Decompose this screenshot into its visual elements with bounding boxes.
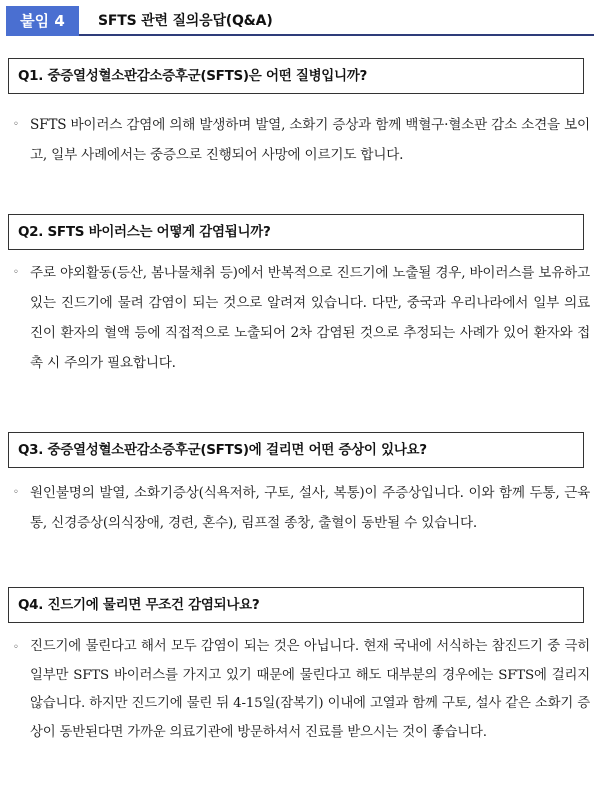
answer-3: 원인불명의 발열, 소화기증상(식욕저하, 구토, 설사, 복통)이 주증상입니다. 이와 함께 두통, 근육통, 신경증상(의식장애, 경련, 혼수), 림프절 종창, 출혈이 동반될 수 있습니다. — [30, 485, 590, 531]
bullet-1: ◦ — [13, 119, 19, 130]
page-header — [6, 6, 594, 36]
question-2: Q2. SFTS 바이러스는 어떻게 감염됩니까? — [18, 224, 271, 240]
bullet-3: ◦ — [13, 487, 19, 498]
answer-1: SFTS 바이러스 감염에 의해 발생하며 발열, 소화기 증상과 함께 백혈구·혈소판 감소 소견을 보이고, 일부 사례에서는 중증으로 진행되어 사망에 이르기도 합니다. — [30, 117, 590, 163]
question-box-4 — [8, 587, 584, 623]
answer-4: 진드기에 물린다고 해서 모두 감염이 되는 것은 아닙니다. 현재 국내에 서식하는 참진드기 중 극히 일부만 SFTS 바이러스를 가지고 있기 때문에 물린다고 해도 대부분의 경우에는 SFTS에 걸리지 않습니다. 하지만 진드기에 물린 뒤 4-15일(잠복기) 이내에 고열과 함께 구토, 설사 같은 소화기 증상이 동반된다면 가까운 의료기관에 방문하셔서 진료를 받으시는 것이 좋습니다. — [30, 639, 590, 740]
header-underline — [79, 34, 594, 36]
bullet-2: ◦ — [13, 267, 19, 278]
question-box-1 — [8, 58, 584, 94]
question-4: Q4. 진드기에 물리면 무조건 감염되나요? — [18, 597, 260, 613]
page-title: SFTS 관련 질의응답(Q&A) — [98, 13, 273, 29]
question-box-2 — [8, 214, 584, 250]
question-box-3 — [8, 432, 584, 468]
question-3: Q3. 중증열성혈소판감소증후군(SFTS)에 걸리면 어떤 증상이 있나요? — [18, 442, 427, 458]
question-1: Q1. 중증열성혈소판감소증후군(SFTS)은 어떤 질병입니까? — [18, 68, 368, 84]
bullet-4: ◦ — [13, 642, 19, 653]
answer-2: 주로 야외활동(등산, 봄나물채취 등)에서 반복적으로 진드기에 노출될 경우, 바이러스를 보유하고 있는 진드기에 물려 감염이 되는 것으로 알려져 있습니다. 다만, 중국과 우리나라에서 일부 의료진이 환자의 혈액 등에 직접적으로 노출되어 2차 감염된 것으로 추정되는 사례가 있어 환자와 접촉 시 주의가 필요합니다. — [30, 265, 590, 371]
attachment-badge: 붙임 4 — [6, 6, 79, 36]
